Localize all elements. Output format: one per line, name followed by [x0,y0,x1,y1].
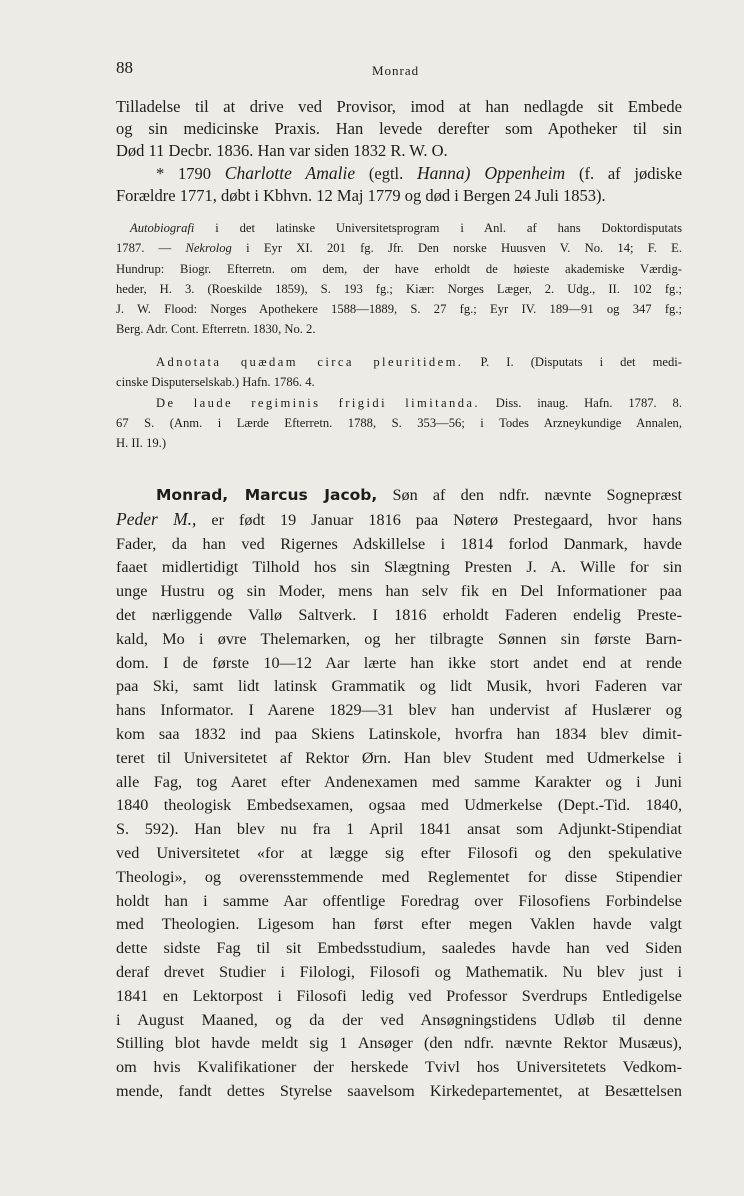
work-line [116,393,682,413]
works-block [116,352,682,453]
work-line: cinske Disputerselskab.) Hafn. 1786. 4. [116,375,315,390]
entry-text: Søn af den ndfr. nævnte Sognepræst [392,486,682,504]
marriage-line [116,162,682,185]
entry-line: i August Maaned, og da der ved Ansøgningstidens Udløb til denne [116,1010,682,1029]
entry-line: 1841 en Lektorpost i Filosofi ledig ved Professor Sverdrups Entledigelse [116,986,682,1005]
source-line [116,218,682,238]
source-nekrolog: Nekrolog [185,241,232,256]
running-head: Monrad [372,63,420,78]
entry-line: deraf drevet Studier i Filologi, Filosofi og Mathematik. Nu blev just i [116,962,682,981]
entry-line: Theologi», og overensstemmende med Reglementet for disse Stipendier [116,867,682,886]
work-text: Diss. inaug. Hafn. 1787. 8. [495,395,682,410]
work-title: Adnotata quædam circa pleuritidem. [156,355,464,369]
source-text: 1787. — [116,241,172,256]
entry-line: dette sidste Fag til sit Embedsstudium, saaledes havde han ved Siden [116,939,682,958]
entry-line: med Theologien. Ligesom han først efter megen Vaklen havde valgt [116,915,682,934]
work-title: De laude regiminis frigidi limitanda. [156,395,480,410]
marriage-line-2: Forældre 1771, døbt i Kbhvn. 12 Maj 1779 og død i Bergen 24 Juli 1853). [116,186,606,205]
entry-line: ved Universitetet «for at lægge sig efter Filosofi og den spekulative [116,843,682,862]
entry-line: mende, fandt dettes Styrelse saavelsom Kirkedepartementet, at Besættelsen [116,1081,682,1100]
main-entry [116,484,682,1104]
marriage-year: 1790 [178,164,212,183]
entry-line: S. 592). Han blev nu fra 1 April 1841 ansat som Adjunkt-Stipendiat [116,820,682,839]
entry-line: hans Informator. I Aarene 1829—31 blev han undervist af Huslærer og [116,701,682,720]
spouse-alt-name: Hanna) Oppenheim [417,163,566,183]
marriage-tail: (f. af jødiske [578,164,683,183]
entry-line: holdt han i samme Aar offentlige Foredrag over Filosofiens Forbindelse [116,891,682,910]
previous-entry [116,96,682,207]
page-header [116,58,682,82]
entry-line [116,484,682,508]
entry-line: Stilling blot havde meldt sig 1 Ansøger (den ndfr. nævnte Rektor Musæus), [116,1034,682,1053]
source-autobiografi: Autobiografi [130,221,195,235]
sources-block [116,218,682,340]
entry-line: paa Ski, samt lidt latinsk Grammatik og lidt Musik, hvori Faderen var [116,677,682,696]
entry-line: det nærliggende Vallø Saltverk. I 1816 erholdt Faderen endelig Preste- [116,605,682,624]
entry-line: 1840 theologisk Embedsexamen, ogsaa med Udmerkelse (Dept.-Tid. 1840, [116,796,682,815]
entry-line: faaet midlertidigt Tilhold hos sin Slægtning Presten J. A. Wille for sin [116,558,682,577]
source-line [116,238,682,258]
entry-line: kom saa 1832 ind paa Skiens Latinskole, hvorfra han 1834 blev dimit- [116,724,682,743]
work-text: P. I. (Disputats i det medi- [480,355,682,369]
entry-heading: Monrad, Marcus Jacob, [156,486,378,504]
source-line: heder, H. 3. (Roeskilde 1859), S. 193 fg.; Kiær: Norges Læger, 2. Udg., II. 102 fg.; [116,281,682,296]
source-text: i det latinske Universitetsprogram i Anl. af hans Doktordisputats [215,221,682,235]
body-line: Tilladelse til at drive ved Provisor, imod at han nedlagde sit Embede [116,97,682,116]
entry-line: om hvis Kvalifikationer der herskede Tvivl hos Universitetets Vedkom- [116,1058,682,1077]
body-line: og sin medicinske Praxis. Han levede derefter som Apotheker til sin [116,119,682,138]
entry-line: kald, Mo i øvre Thelemarken, og her tilbragte Sønnen sin første Barn- [116,629,682,648]
entry-text: er født 19 Januar 1816 paa Nøterø Prestegaard, hvor hans [211,510,682,529]
source-line: Hundrup: Biogr. Efterretn. om dem, der have erholdt de høieste akademiske Værdig- [116,261,682,276]
father-name: Peder M., [116,508,197,529]
work-line [116,352,682,372]
entry-line [116,508,682,533]
source-line: J. W. Flood: Norges Apothekere 1588—1889, S. 27 fg.; Eyr IV. 189—91 og 347 fg.; [116,302,682,317]
spouse-note: (egtl. [368,164,404,183]
page-number: 88 [116,58,133,77]
entry-line: Fader, da han ved Rigernes Adskillelse i 1814 forlod Danmark, havde [116,534,682,553]
entry-line: teret til Universitetet af Rektor Ørn. Han blev Student med Udmerkelse i [116,748,682,767]
source-text: i Eyr XI. 201 fg. Jfr. Den norske Huusven V. No. 14; F. E. [246,241,682,256]
entry-line: dom. I de første 10—12 Aar lærte han ikke stort andet end at rende [116,653,682,672]
body-line: Død 11 Decbr. 1836. Han var siden 1832 R. W. O. [116,141,448,160]
work-line: 67 S. (Anm. i Lærde Efterretn. 1788, S. 353—56; i Todes Arzneykundige Annalen, [116,415,682,430]
entry-line: alle Fag, tog Aaret efter Andenexamen med samme Karakter og i Juni [116,772,682,791]
spouse-name: Charlotte Amalie [224,163,356,183]
entry-line: unge Hustru og sin Moder, mens han selv fik en Del Informationer paa [116,582,682,601]
marriage-star: * [156,164,165,183]
source-line: Berg. Adr. Cont. Efterretn. 1830, No. 2. [116,322,316,337]
work-line: H. II. 19.) [116,436,167,451]
